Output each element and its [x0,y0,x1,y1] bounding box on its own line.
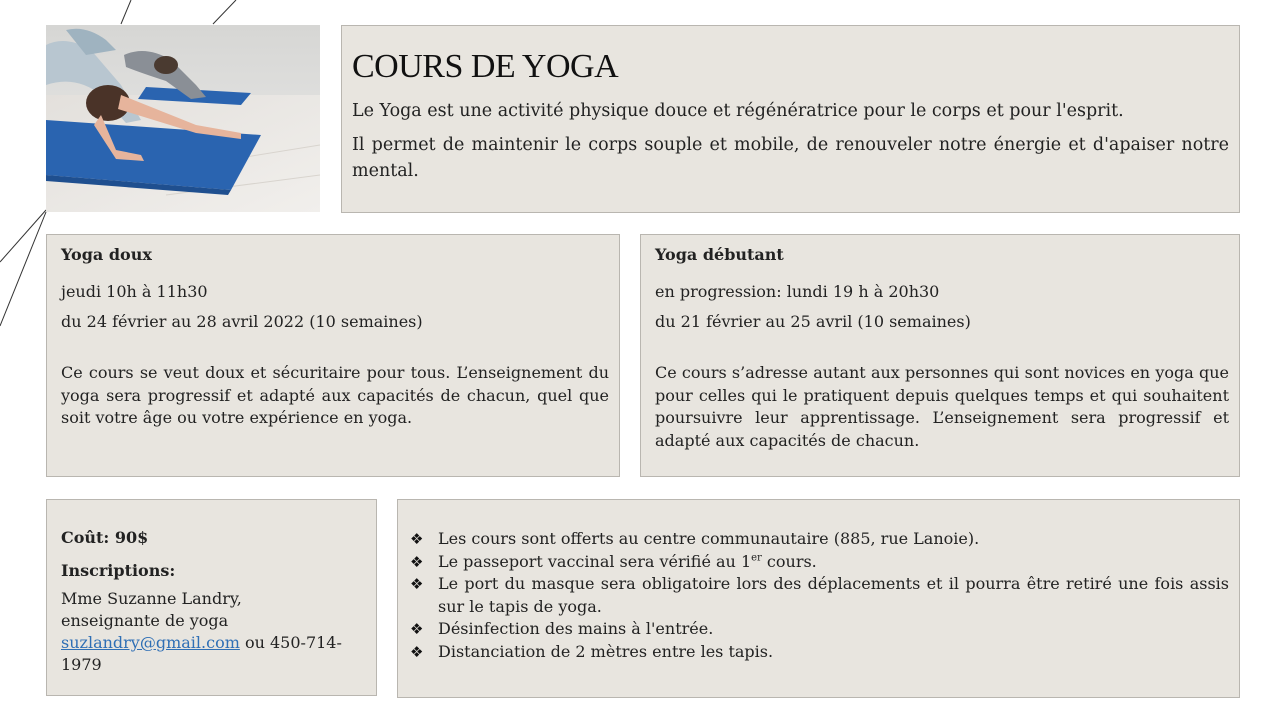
cost-label: Coût: 90$ [61,528,149,547]
info-box [397,499,1240,698]
list-item-text: Les cours sont offerts au centre communautaire (885, rue Lanoie). [438,529,980,548]
contact-info [61,588,366,676]
header-box [341,25,1240,213]
course-dates: du 24 février au 28 avril 2022 (10 semaines) [61,312,423,331]
list-item [410,641,1229,664]
superscript-er: er [751,552,762,564]
course-title: Yoga débutant [655,245,784,264]
page-title: COURS DE YOGA [352,48,619,85]
diamond-bullet-icon: ❖ [410,552,424,571]
diamond-bullet-icon: ❖ [410,530,424,548]
course-schedule: en progression: lundi 19 h à 20h30 [655,282,940,301]
course-title: Yoga doux [61,245,152,264]
teacher-role: enseignante de yoga [61,611,229,630]
cost-box [46,499,377,696]
email-link[interactable]: suzlandry@gmail.com [61,633,240,652]
diamond-bullet-icon: ❖ [410,620,424,638]
list-item-text-suffix: cours. [761,551,817,571]
teacher-name: Mme Suzanne Landry, [61,589,242,608]
intro-line-2: Il permet de maintenir le corps souple et mobile, de renouveler notre énergie et d'apaiser notre mental. [352,135,1229,181]
course-schedule: jeudi 10h à 11h30 [61,282,208,301]
course-box-yoga-doux [46,234,620,477]
list-item-text: Distanciation de 2 mètres entre les tapis. [438,641,774,661]
phone-text: ou 450-714-1979 [61,633,342,674]
course-box-yoga-debutant [640,234,1240,477]
diamond-bullet-icon: ❖ [410,575,424,593]
list-item-text: Désinfection des mains à l'entrée. [438,619,714,638]
intro-line-1: Le Yoga est une activité physique douce et régénératrice pour le corps et pour l'esprit. [352,101,1124,121]
inscriptions-label: Inscriptions: [61,561,176,580]
list-item [410,551,1229,574]
list-item [410,573,1229,618]
list-item [410,618,1229,641]
list-item-text: Le port du masque sera obligatoire lors des déplacements et il pourra être retiré une fois assis sur le tapis de yoga. [438,574,1229,616]
course-description: Ce cours se veut doux et sécuritaire pour tous. L’enseignement du yoga sera progressif et adapté aux capacités de chacun, quel que soit votre âge ou votre expérience en yoga. [61,363,609,427]
diamond-bullet-icon: ❖ [410,642,424,661]
yoga-photo [46,25,320,212]
info-list [410,528,1229,663]
course-description: Ce cours s’adresse autant aux personnes qui sont novices en yoga que pour celles qui le pratiquent depuis quelques temps et qui souhaitent poursuivre leur apprentissage. L’enseignement sera progressif et adapté aux capacités de chacun. [655,363,1229,450]
list-item [410,528,1229,551]
list-item-text: Le passeport vaccinal sera vérifié au 1 [438,551,752,571]
course-dates: du 21 février au 25 avril (10 semaines) [655,312,971,331]
